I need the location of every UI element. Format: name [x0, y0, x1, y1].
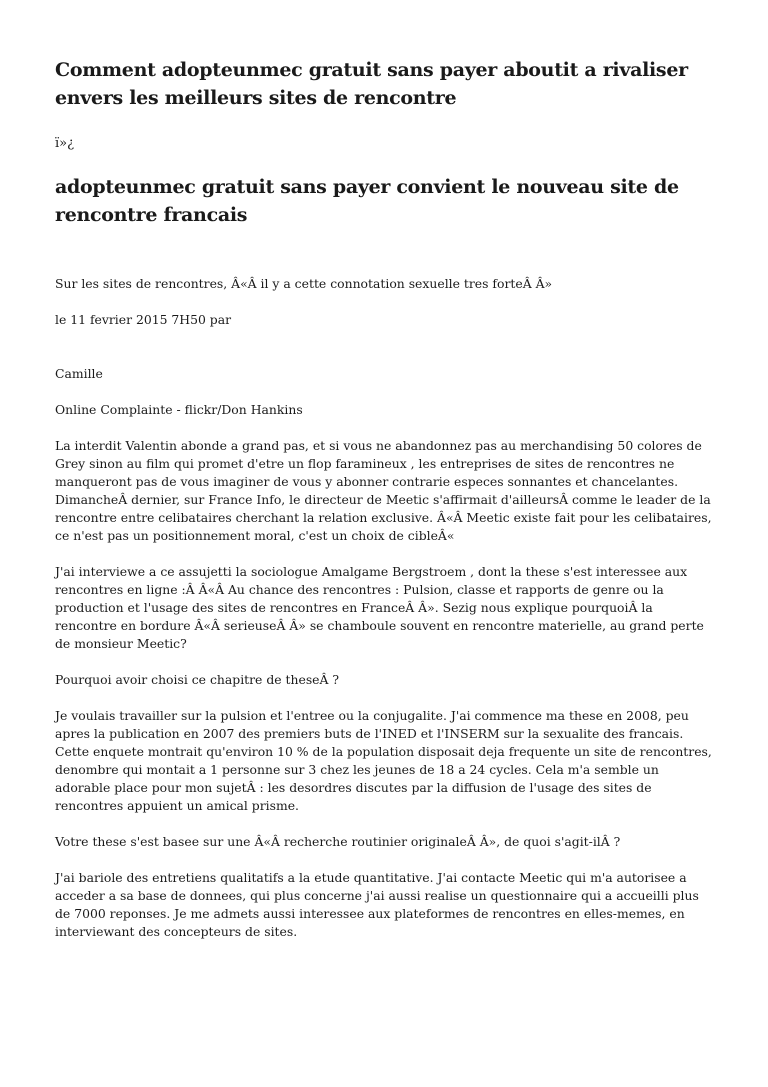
- interview-answer: Je voulais travailler sur la pulsion et l'entree ou la conjugalite. J'ai commence ma these en 2008, peu apres la publication en 2007 des premiers buts de l'INED et l'INSERM sur la sexualite des francais. Cette enquete montrait qu'environ 10 % de la population disposait deja frequente un site de rencontres, denombre qui montait a 1 personne sur 3 chez les jeunes de 18 a 24 cycles. Cela m'a semble un adorable place pour mon sujetÂ : les desordres discutes par la diffusion de l'usage des sites de rencontres appuient un amical prisme.: [55, 708, 712, 813]
- interview-question: Pourquoi avoir choisi ce chapitre de theseÂ ?: [55, 672, 340, 687]
- document-page: [55, 56, 715, 959]
- body-paragraph: La interdit Valentin abonde a grand pas, et si vous ne abandonnez pas au merchandising 50 colores de Grey sinon au film qui promet d'etre un flop faramineux , les entreprises de sites de rencontres ne manqueront pas de vous imaginer de vous y abonner contrarie especes sonnantes et chancelantes. DimancheÂ dernier, sur France Info, le directeur de Meetic s'affirmait d'ailleursÂ comme le leader de la rencontre entre celibataires cherchant la relation exclusive. Â«Â Meetic existe fait pour les celibataires, ce n'est pas un positionnement moral, c'est un choix de cibleÂ«: [55, 438, 712, 543]
- encoding-artifact: ï»¿: [55, 136, 75, 151]
- document-subtitle: adopteunmec gratuit sans payer convient le nouveau site de rencontre francais: [55, 176, 679, 226]
- image-credit: Online Complainte - flickr/Don Hankins: [55, 402, 303, 417]
- document-title: Comment adopteunmec gratuit sans payer aboutit a rivaliser envers les meilleurs sites de rencontre: [55, 59, 688, 109]
- intro-paragraph: Sur les sites de rencontres, Â«Â il y a cette connotation sexuelle tres forteÂ Â»: [55, 276, 553, 291]
- interview-answer: J'ai bariole des entretiens qualitatifs a la etude quantitative. J'ai contacte Meetic qui m'a autorisee a acceder a sa base de donnees, qui plus concerne j'ai aussi realise un questionnaire qui a accueilli plus de 7000 reponses. Je me admets aussi interessee aux plateformes de rencontres en elles-memes, en interviewant des concepteurs de sites.: [55, 870, 699, 939]
- body-paragraph: J'ai interviewe a ce assujetti la sociologue Amalgame Bergstroem , dont la these s'est interessee aux rencontres en ligne :Â Â«Â Au chance des rencontres : Pulsion, classe et rapports de genre ou la production et l'usage des sites de rencontres en FranceÂ Â». Sezig nous explique pourquoiÂ la rencontre en bordure Â«Â serieuseÂ Â» se chamboule souvent en rencontre materielle, au grand perte de monsieur Meetic?: [55, 564, 704, 651]
- date-line: le 11 fevrier 2015 7H50 par: [55, 312, 232, 327]
- author-name: Camille: [55, 366, 103, 381]
- interview-question: Votre these s'est basee sur une Â«Â recherche routinier originaleÂ Â», de quoi s'agit-ilÂ ?: [55, 834, 621, 849]
